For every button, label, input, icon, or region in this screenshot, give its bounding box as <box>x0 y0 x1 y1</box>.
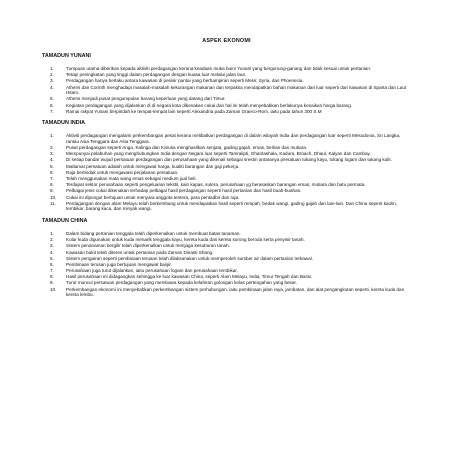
item-number: 11. <box>50 200 57 206</box>
item-text: Matlamat persatuan adalah untuk mengawal harga, kualiti barangan dan gaji pekerja. <box>66 163 240 169</box>
list-item <box>40 133 413 144</box>
list-item <box>40 201 413 212</box>
item-number: 3. <box>50 78 54 84</box>
item-text: Perdagangan dengan alam Melayu telah berkembang untuk mendapatkan hasil seperti rempah, bedak wangi, gading gajah dan lain-lain. Dan China seperti kaolin, tembikar, barang kaca, dan minyak wangi. <box>66 200 397 212</box>
item-text: Tumpuan utama diberikan kepada aktiviti perdagangan kerana keadaan muka bumi Yunani yang bergunung-ganang dan tidak sesuai untuk pertanian. <box>66 66 372 71</box>
item-text: Cukai ini dipungut bertujuan untuk menyara anggota tentera, para pentadbir dan raja. <box>66 194 240 200</box>
item-text: Perdagangan hanya berlaku antara kawasan di pesisir pantai yang berhampiran seperti Mesir, Syria, dan Phoenecia. <box>66 78 304 84</box>
list-item <box>40 145 413 151</box>
item-text: Hasil perusahaan ini didagangkan sehingga ke luar kawasan China, seperti Alam Melayu, India, Timur Tengah dan Barat. <box>66 274 313 280</box>
item-list <box>40 133 413 212</box>
list-item <box>40 287 413 298</box>
item-number: 6. <box>50 102 54 108</box>
item-text: Terdapat sektor perusahaan seperti pengeluaran tekstil, kain kapas, sutera, perusahaan yg berasaskan barangan emas, mutiara dan batu permata. <box>66 182 366 188</box>
list-item <box>40 72 413 78</box>
item-text: Pelbagai jenis cukai dikenakan terhadap pelbagai hasil perdagangan seperti hasil pertanian dan hasil buah-buahan. <box>66 188 302 194</box>
section-yunani <box>40 53 413 114</box>
list-item <box>40 164 413 170</box>
item-number: 10. <box>50 286 57 292</box>
item-text: Perkembangan ekonomi ini menyebabkan perkembangan sistem perhubungan, iaitu pembinaan jalan raya, jambatan, dan alat pengangkutan seperti, kereta kuda dan kereta lembu. <box>66 286 405 298</box>
item-text: Ramai rakyat Yunani berpindah ke tempat-tempat lain seperti Alexandria pada Zaman Graeco-Rom, iaitu pada tahun 300 S.M <box>66 108 322 114</box>
item-number: 1. <box>50 230 54 236</box>
list-item <box>40 274 413 280</box>
section-india <box>40 120 413 212</box>
item-text: Athens menjadi pusat pengumpulan barang keperluan yang datang dari Timur. <box>66 96 226 102</box>
item-number: 6. <box>50 261 54 267</box>
list-item <box>40 157 413 163</box>
item-number: 3. <box>50 243 54 249</box>
item-list <box>40 66 413 114</box>
item-number: 4. <box>50 84 54 90</box>
item-text: Athens dan Corinth menghadapi masalah-masalah kekurangan makanan dan terpaksa mendapatkan bahan makanan dari luar seperti dari kawasan di Sparta dan Laut Hitam. <box>66 84 407 96</box>
item-text: Dalam bidang pertanian tenggala telah diperkenalkan untuk membuat batas tanaman. <box>66 230 241 236</box>
document-title: ASPEK EKONOMI <box>202 38 251 44</box>
item-number: 4. <box>50 249 54 255</box>
item-number: 7. <box>50 176 54 182</box>
list-item <box>40 262 413 268</box>
item-number: 6. <box>50 169 54 175</box>
item-number: 3. <box>50 151 54 157</box>
item-text: Turut muncul persatuan perdagangan yang membawa kepada kelahiran golongan kelas pertengahan yang besar. <box>66 280 297 286</box>
list-item <box>40 78 413 84</box>
item-text: Pusat perdagangan seperti Anga, Kalinga dan Karusa menghasilkan senjata, gading gajah, emas, berlian dan mutiara. <box>66 145 308 151</box>
list-item <box>40 176 413 182</box>
item-text: Di setiap bandar wujud persatuan perdagangan dan perusahaan yang dikenali sebagai srestin antaranya persatuan tukang kayu, tukang logam dan tukang kulit. <box>66 157 392 163</box>
item-number: 9. <box>50 280 54 286</box>
list-item <box>40 96 413 102</box>
list-item <box>40 250 413 256</box>
item-text: Sistem pengairan seperti pembinaan terusan telah dilaksanakan untuk memperoleh sumber air dalam pertanian terkawal. <box>66 255 313 261</box>
list-item <box>40 103 413 109</box>
item-text: Tetapi peningkatan yang tinggi dalam perdagangan dengan kuasa luar melalui jalan laut. <box>66 72 247 78</box>
item-number: 10. <box>50 194 57 200</box>
item-number: 1. <box>50 133 54 139</box>
list-item <box>40 66 413 72</box>
item-text: Raja bertindak untuk mengawasi perjalanan persatuan. <box>66 169 179 175</box>
item-text: Kawasan bukit telah diteres untuk pertanian pada Zaman Dinasti Shang. <box>66 249 214 255</box>
item-number: 5. <box>50 255 54 261</box>
list-item <box>40 85 413 96</box>
item-number: 7. <box>50 268 54 274</box>
list-item <box>40 188 413 194</box>
list-item <box>40 170 413 176</box>
section-heading: TAMADUN YUNANI <box>42 53 91 59</box>
item-number: 9. <box>50 188 54 194</box>
list-item <box>40 109 413 115</box>
item-number: 8. <box>50 274 54 280</box>
list-item <box>40 237 413 243</box>
section-heading: TAMADUN CHINA <box>42 217 88 224</box>
item-text: Aktiviti perdagangan mengalami perkembangan pesat kerana melibatkan perdagangan di dalam wilayah India dan perdagangan luar seperti Mesodonia, Sri Langka, rantau Asia Tenggara dan Asia Tenggara. <box>66 133 401 144</box>
section-heading: TAMADUN INDIA <box>42 120 86 127</box>
item-number: 1. <box>50 66 54 71</box>
list-item <box>40 268 413 274</box>
list-item <box>40 231 413 237</box>
item-text: Mempunyai pelabuhan yang menghubungkan India dengan Negara luar seperti Tamralipti, Ghantashala, Kadura, Broach, Dhaul, Kalyan dan Cambay. <box>66 151 371 157</box>
section-china <box>40 218 413 298</box>
list-item <box>40 195 413 201</box>
item-number: 2. <box>50 145 54 151</box>
item-number: 5. <box>50 163 54 169</box>
list-item <box>40 256 413 262</box>
item-list <box>40 231 413 298</box>
item-text: Sistem penanaman bergilir telah diperkenalkan untuk menjaga kesuburan tanah. <box>66 243 230 249</box>
list-item <box>40 151 413 157</box>
list-item <box>40 280 413 286</box>
item-text: Telah menggunakan mata wang emas sebagai medium jual beli. <box>66 176 197 182</box>
item-text: Kolar kuda digunakan untuk kuda menarik tenggala kayu, kereta kuda dan kereta sorong beroda serta penyisir tanah. <box>66 237 305 243</box>
item-number: 8. <box>50 182 54 188</box>
list-item <box>40 182 413 188</box>
item-text: Pembinaan terusan juga bertujuan mengawal banjir. <box>66 261 172 267</box>
item-text: Perusahaan juga turut dijalankan, iaitu perusahaan logam dan perusahaan tembikar. <box>66 268 238 274</box>
item-number: 2. <box>50 237 54 243</box>
item-number: 5. <box>50 96 54 102</box>
item-number: 7. <box>50 108 54 114</box>
list-item <box>40 243 413 249</box>
item-number: 2. <box>50 72 54 78</box>
item-number: 4. <box>50 157 54 163</box>
item-text: Kegiatan perdagangan yang dijalankan di di negara kota dikenakan cukai dan hal ini telah menyebabkan berlakunya kenaikan harga barang. <box>66 102 353 108</box>
